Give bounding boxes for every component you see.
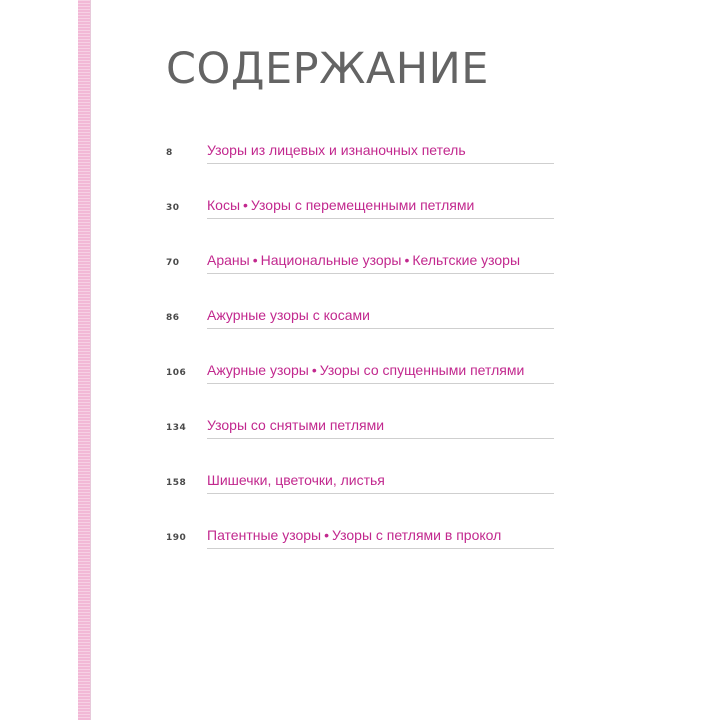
toc-entry-part: Узоры со снятыми петлями [207,417,385,433]
toc-page-number: 86 [166,313,180,323]
toc-entry-part: Шишечки, цветочки, листья [207,472,385,488]
toc-page-number: 134 [166,423,187,433]
toc-entry-part: Араны [207,252,250,268]
bullet-separator: • [311,362,317,378]
toc-entry[interactable] [207,527,554,549]
table-of-contents [166,136,554,576]
toc-entry[interactable] [207,417,554,439]
toc-page-number: 70 [166,258,180,268]
bullet-separator: • [252,252,258,268]
toc-page-number: 106 [166,368,187,378]
toc-row[interactable] [166,191,554,246]
toc-row[interactable] [166,136,554,191]
toc-entry-part: Национальные узоры [260,252,402,268]
toc-entry-part: Патентные узоры [207,527,322,543]
page-title: СОДЕРЖАНИЕ [166,44,489,94]
bullet-separator: • [404,252,410,268]
toc-entry[interactable] [207,307,554,329]
toc-entry[interactable] [207,472,554,494]
spine-border-line [90,0,91,720]
toc-entry[interactable] [207,142,554,164]
toc-entry-part: Косы [207,197,241,213]
toc-entry-part: Кельтские узоры [412,252,521,268]
toc-page-number: 158 [166,478,187,488]
toc-entry-part: Узоры из лицевых и изнаночных петель [207,142,466,158]
toc-page-number: 30 [166,203,180,213]
toc-entry[interactable] [207,252,554,274]
toc-entry[interactable] [207,362,554,384]
toc-row[interactable] [166,301,554,356]
toc-entry[interactable] [207,197,554,219]
bullet-separator: • [324,527,329,543]
toc-row[interactable] [166,246,554,301]
toc-row[interactable] [166,521,554,576]
book-spine-edge [78,0,90,720]
toc-entry-part: Узоры со спущенными петлями [319,362,525,378]
toc-page-number: 190 [166,533,187,543]
toc-entry-part: Ажурные узоры с косами [207,307,370,323]
toc-entry-part: Узоры с перемещенными петлями [250,197,475,213]
toc-row[interactable] [166,411,554,466]
toc-page-number: 8 [166,148,173,158]
toc-row[interactable] [166,356,554,411]
toc-row[interactable] [166,466,554,521]
toc-entry-part: Узоры с петлями в прокол [332,527,502,543]
toc-entry-part: Ажурные узоры [207,362,309,378]
bullet-separator: • [243,197,248,213]
